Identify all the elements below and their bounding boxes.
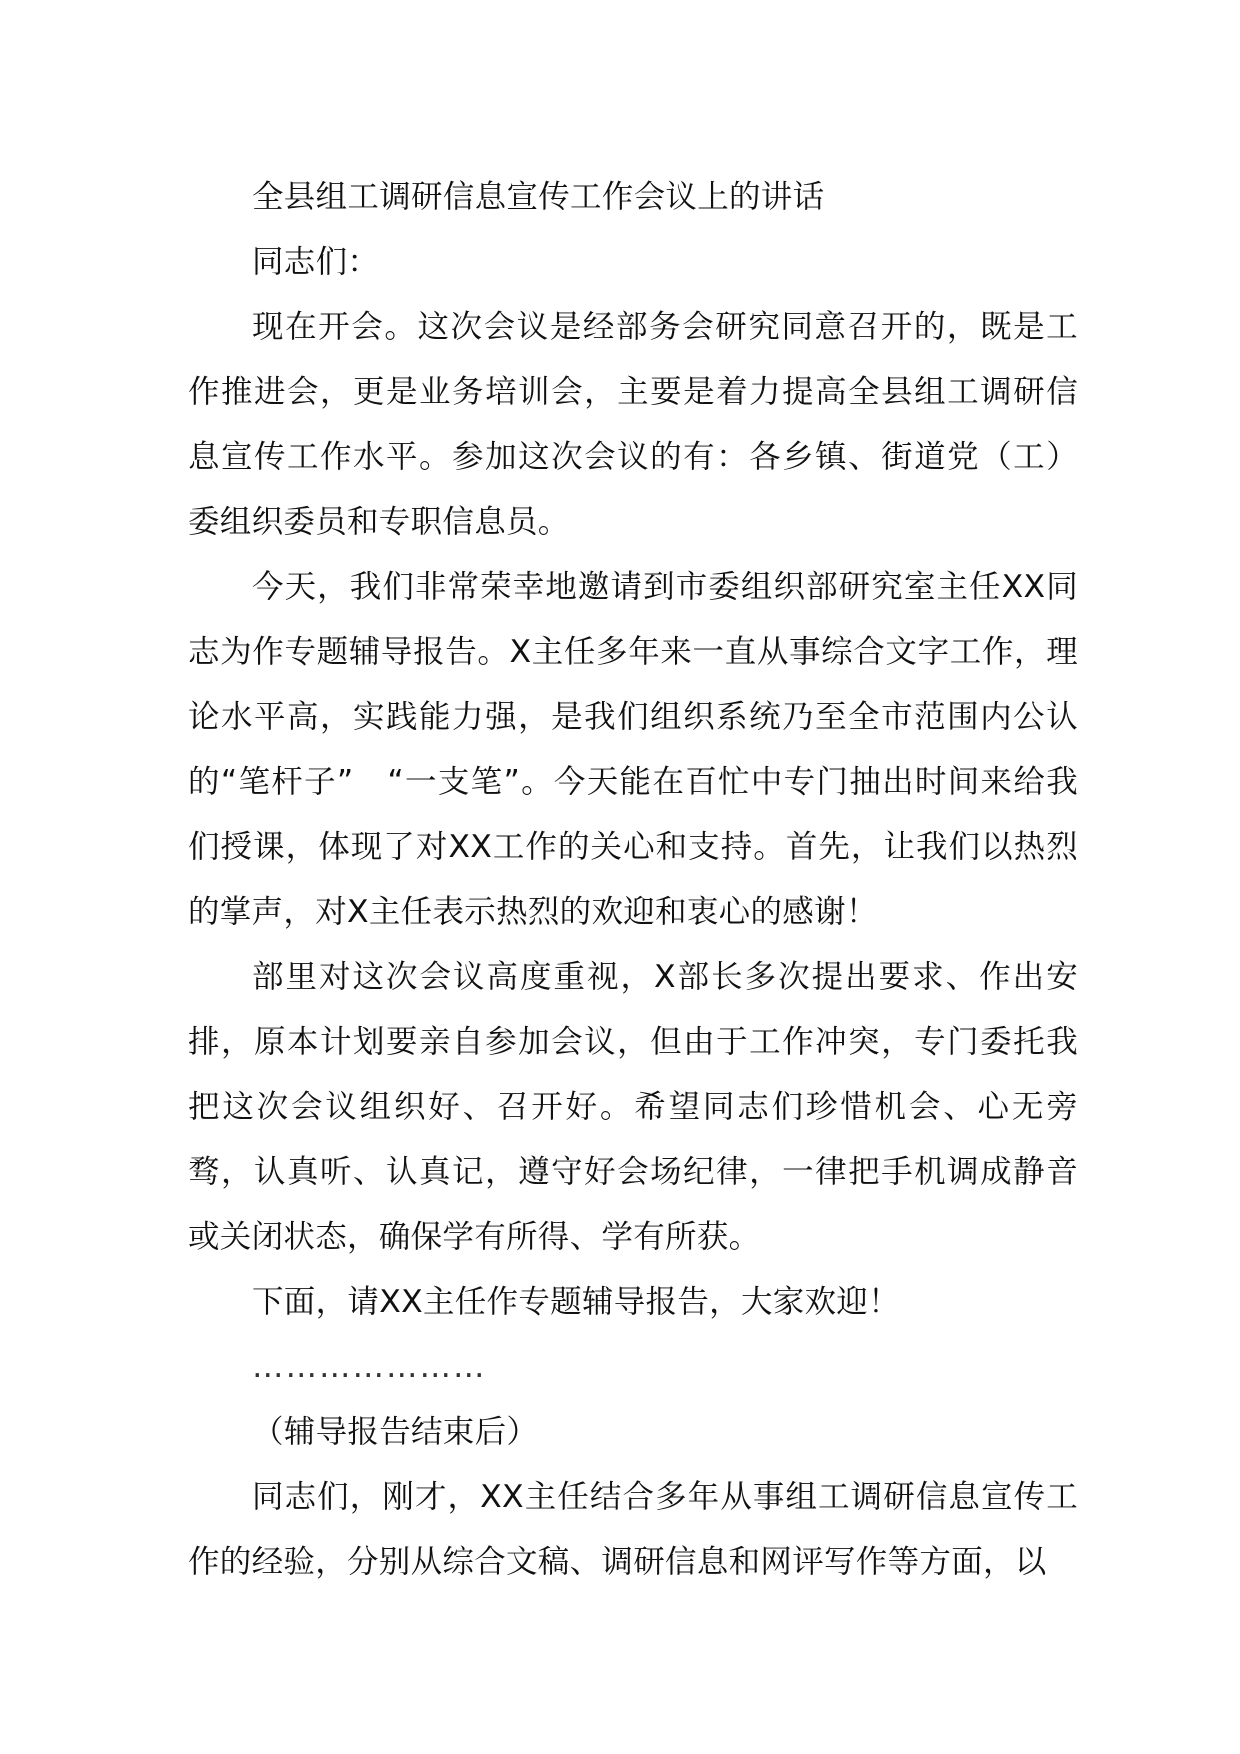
paragraph-introduction: 今天，我们非常荣幸地邀请到市委组织部研究室主任XX同志为作专题辅导报告。X主任多年来一直从事综合文字工作，理论水平高，实践能力强，是我们组织系统乃至全市范围内公认的“笔杆子” “一支笔”。今天能在百忙中专门抽出时间来给我们授课，体现了对XX工作的关心和支持。首先，让我们以热烈的掌声，对X主任表示热烈的欢迎和衷心的感谢！ xyxy=(188,569,1078,930)
salutation: 同志们： xyxy=(252,244,380,280)
paragraph-closing: 同志们，刚才，XX主任结合多年从事组工调研信息宣传工作的经验，分别从综合文稿、调研信息和网评写作等方面，以 xyxy=(188,1479,1078,1580)
document-body xyxy=(188,165,1078,1595)
paragraph-opening: 现在开会。这次会议是经部务会研究同意召开的，既是工作推进会，更是业务培训会，主要是着力提高全县组工调研信息宣传工作水平。参加这次会议的有：各乡镇、街道党（工）委组织委员和专职信息员。 xyxy=(188,309,1078,540)
document-title: 全县组工调研信息宣传工作会议上的讲话 xyxy=(252,179,825,215)
paragraph-meeting-discipline: 部里对这次会议高度重视，X部长多次提出要求、作出安排，原本计划要亲自参加会议，但由于工作冲突，专门委托我把这次会议组织好、召开好。希望同志们珍惜机会、心无旁骛，认真听、认真记，遵守好会场纪律，一律把手机调成静音或关闭状态，确保学有所得、学有所获。 xyxy=(188,959,1078,1255)
ellipsis-divider: ………………… xyxy=(252,1349,487,1385)
stage-note: （辅导报告结束后） xyxy=(252,1414,539,1450)
paragraph-invitation: 下面，请XX主任作专题辅导报告，大家欢迎！ xyxy=(252,1284,900,1320)
